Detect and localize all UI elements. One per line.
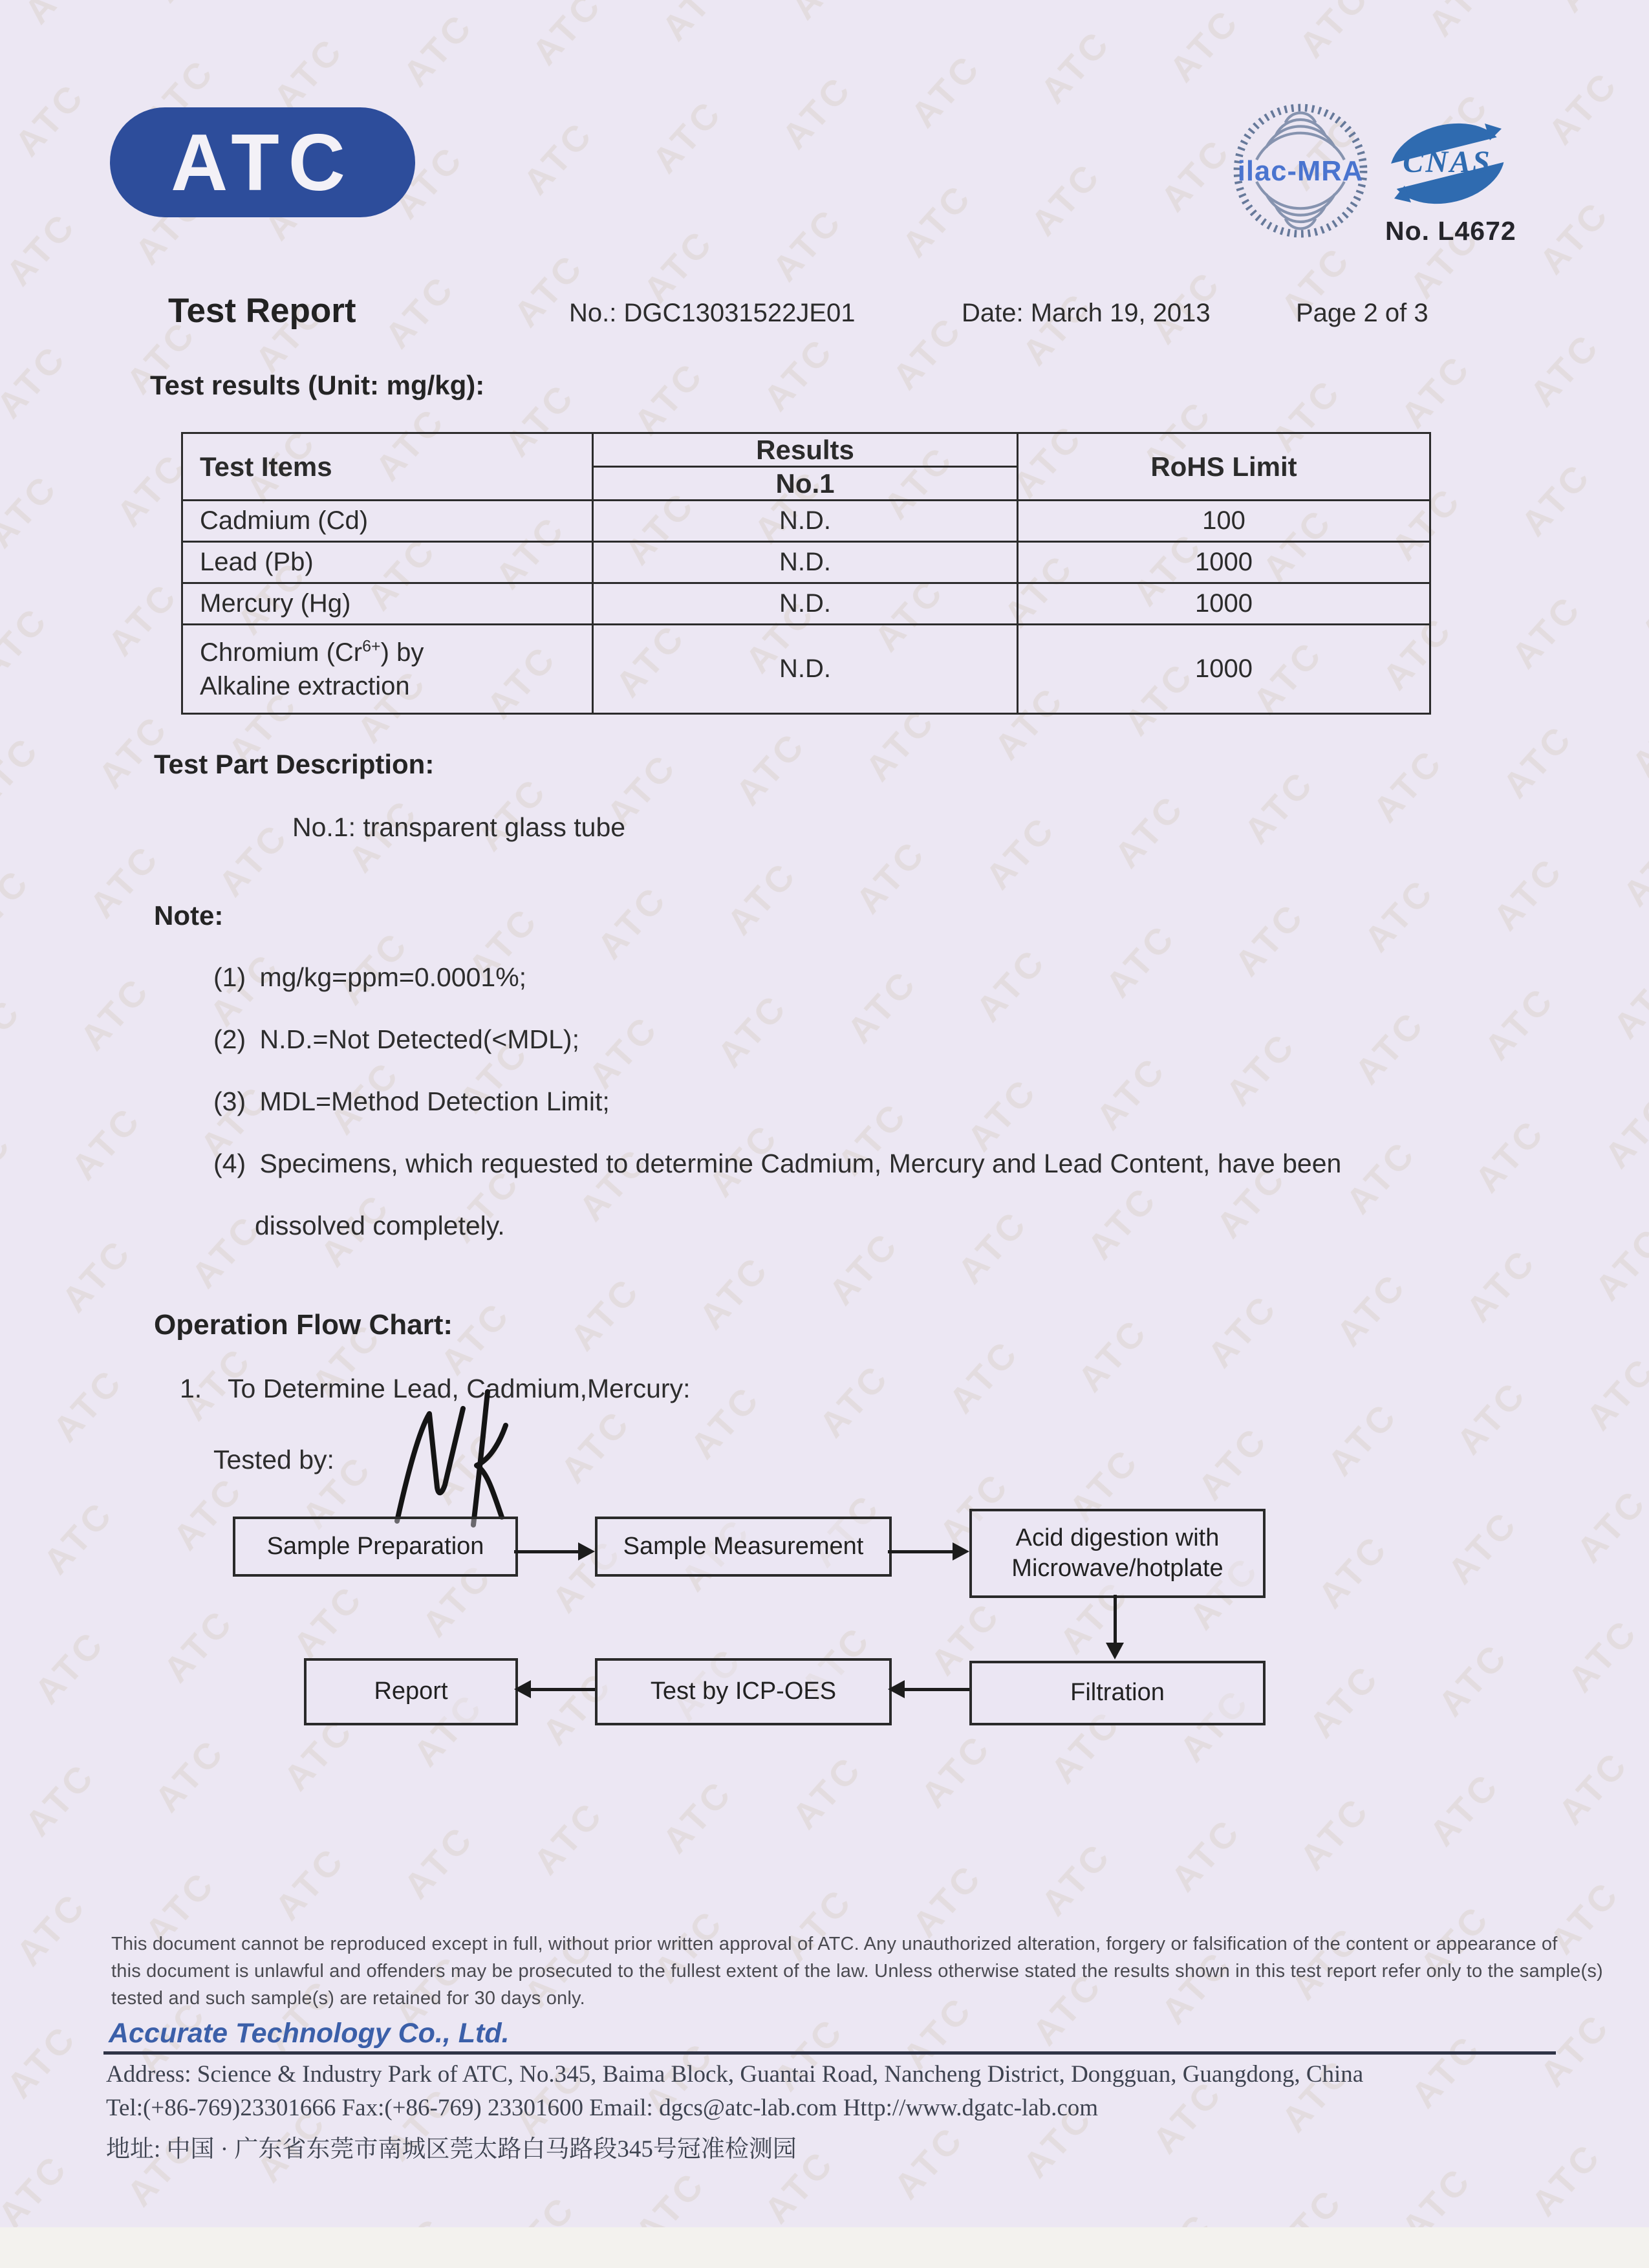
flow-box-sample-measurement [595,1517,892,1577]
flow-arrow-right-1 [514,1542,595,1561]
cell-result: N.D. [593,501,1018,542]
report-date: Date: March 19, 2013 [962,299,1211,327]
report-number: No.: DGC13031522JE01 [569,299,856,327]
flow-box-label: Filtration [1070,1679,1165,1707]
note-num: (1) [213,962,246,992]
flow-step-title: To Determine Lead, Cadmium,Mercury: [228,1374,691,1403]
table-row-chromium [182,625,1430,714]
chromium-line2: Alkaline extraction [200,671,410,700]
flow-arrow-left-2 [514,1680,595,1698]
tester-signature [385,1384,541,1533]
cell-result: N.D. [593,625,1018,714]
ilac-mra-label: ilac-MRA [1237,155,1364,187]
note-text: mg/kg=ppm=0.0001%; [259,962,527,992]
col-header-sample-no1: No.1 [593,467,1018,501]
disclaimer-line-2: this document is unlawful and offenders may be prosecuted to the fullest extent of the law. Unless otherwise stated the results shown in this test report refer only to the sample(s) [111,1961,1603,1982]
disclaimer-line-3: tested and such sample(s) are retained for 30 days only. [111,1988,585,2009]
test-part-value: No.1: transparent glass tube [292,812,626,842]
company-contact: Tel:(+86-769)23301666 Fax:(+86-769) 23301600 Email: dgcs@atc-lab.com Http://www.dgatc-lab.com [106,2095,1099,2121]
note-num: (4) [213,1149,246,1178]
results-heading: Test results (Unit: mg/kg): [150,370,485,400]
note-item-3 [213,1086,610,1117]
cell-item: Cadmium (Cd) [182,501,593,542]
cell-result: N.D. [593,542,1018,583]
tested-by-label: Tested by: [213,1445,334,1474]
company-address-chinese: 地址: 中国 · 广东省东莞市南城区莞太路白马路段345号冠准检测园 [106,2136,797,2163]
chromium-text-b: ) by [380,638,424,667]
cnas-cert-number: No. L4672 [1385,216,1516,246]
note-text: Specimens, which requested to determine Cadmium, Mercury and Lead Content, have been [259,1149,1342,1178]
flow-box-label: Acid digestion with Microwave/hotplate [1011,1524,1223,1582]
flow-arrow-left-1 [888,1680,969,1698]
cell-limit: 1000 [1018,542,1430,583]
cell-item [182,625,593,714]
flow-box-acid-digestion [969,1509,1266,1598]
note-text: N.D.=Not Detected(<MDL); [259,1024,579,1054]
company-name: Accurate Technology Co., Ltd. [109,2018,510,2049]
note-heading: Note: [154,900,224,931]
test-part-heading: Test Part Description: [154,749,435,779]
cell-limit: 1000 [1018,583,1430,625]
company-address: Address: Science & Industry Park of ATC, No.345, Baima Block, Guantai Road, Nancheng District, Dongguan, Guangdong, China [106,2061,1364,2088]
results-table [181,432,1431,715]
page-title: Test Report [168,292,356,330]
table-row-cadmium [182,501,1430,542]
footer-divider-rule [103,2051,1556,2055]
chromium-sup: 6+ [362,637,381,656]
page-indicator: Page 2 of 3 [1296,299,1428,327]
cell-item: Mercury (Hg) [182,583,593,625]
col-header-results: Results [593,433,1018,467]
table-row-mercury [182,583,1430,625]
note-item-4-continuation: dissolved completely. [255,1211,505,1240]
flow-box-report [304,1658,518,1725]
flow-chart-heading: Operation Flow Chart: [154,1309,453,1341]
cell-item: Lead (Pb) [182,542,593,583]
note-item-4 [213,1149,1341,1179]
flow-box-label: Sample Preparation [266,1532,484,1560]
chromium-text: Chromium (Cr [200,638,363,667]
flow-box-test-icp-oes [595,1658,892,1725]
disclaimer-line-1: This document cannot be reproduced except in full, without prior written approval of ATC. Any unauthorized alteration, forgery or falsification of the content or appearance of [111,1934,1558,1954]
flow-step-number: 1. [180,1374,202,1403]
flow-box-label: Sample Measurement [623,1532,864,1560]
flow-arrow-right-2 [888,1542,969,1561]
flow-box-label: Test by ICP-OES [650,1678,837,1705]
col-header-test-items: Test Items [182,433,593,501]
table-row-lead [182,542,1430,583]
cnas-label: CNAS [1403,145,1492,179]
col-header-rohs-limit: RoHS Limit [1018,433,1430,501]
cell-result: N.D. [593,583,1018,625]
cell-limit: 1000 [1018,625,1430,714]
flow-box-label: Report [374,1678,448,1705]
flow-box-filtration [969,1661,1266,1725]
cell-limit: 100 [1018,501,1430,542]
note-item-2 [213,1024,579,1055]
atc-logo [110,107,415,217]
note-num: (3) [213,1086,246,1116]
note-item-1 [213,962,526,993]
scanner-edge-strip [0,2227,1649,2268]
atc-logo-text: ATC [171,117,354,208]
ilac-mra-stamp-icon [1232,102,1369,239]
flow-box-sample-preparation [233,1517,518,1577]
note-text: MDL=Method Detection Limit; [259,1086,610,1116]
note-num: (2) [213,1024,246,1054]
flow-arrow-down [1106,1595,1124,1659]
cnas-logo-icon [1383,111,1512,216]
